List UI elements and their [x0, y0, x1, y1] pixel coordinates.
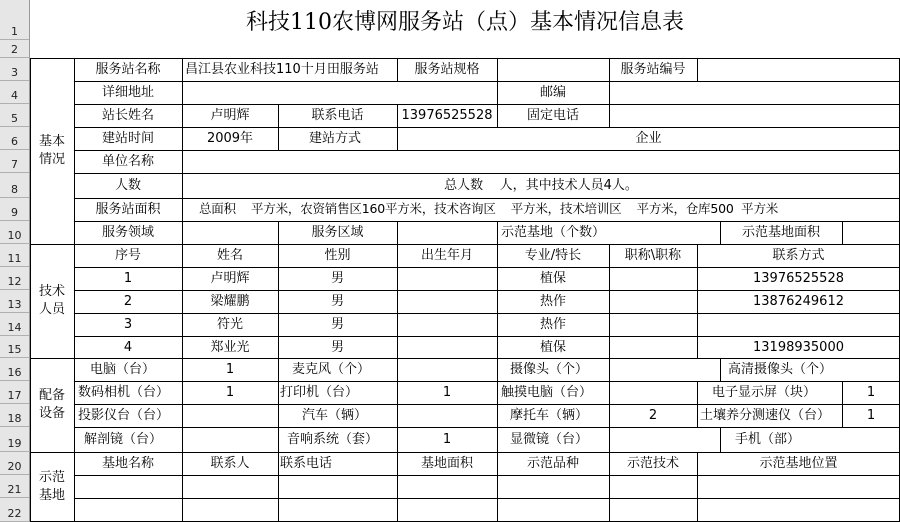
tech-header-contact: 联系方式	[772, 248, 825, 263]
tech-row-2-name[interactable]: 梁耀鹏	[210, 294, 250, 309]
station-number-label: 服务站编号	[620, 62, 686, 77]
grid-line-v	[720, 427, 721, 453]
postcode-label: 邮编	[539, 85, 566, 100]
tech-row-3-no: 3	[123, 317, 133, 332]
row-number[interactable]: 22	[0, 498, 29, 522]
grid-line-v	[397, 358, 398, 382]
head-name-label: 站长姓名	[101, 108, 154, 123]
tech-row-2-contact[interactable]: 13876249612	[753, 294, 844, 309]
grid-line-v	[278, 358, 279, 382]
grid-line-v	[397, 221, 398, 245]
landline-label: 固定电话	[526, 108, 579, 123]
demo-base-area-label: 示范基地面积	[741, 225, 820, 240]
tech-row-3-contact[interactable]	[697, 313, 900, 336]
row-number[interactable]: 16	[0, 358, 29, 381]
tech-row-1-gender[interactable]: 男	[330, 271, 344, 286]
row-number[interactable]: 11	[0, 244, 29, 267]
grid-line-v	[697, 58, 698, 82]
section-demo: 示范 基地	[38, 470, 65, 503]
row-number[interactable]: 21	[0, 475, 29, 498]
station-name-value[interactable]: 昌江县农业科技110十月田服务站	[185, 62, 379, 77]
digital-camera-value[interactable]: 1	[225, 385, 235, 400]
grid-line-h	[74, 498, 900, 499]
demo-header-phone: 联系电话	[280, 456, 333, 471]
demo-header-area: 基地面积	[420, 456, 473, 471]
grid-line-v	[609, 358, 610, 382]
display-screen-value[interactable]: 1	[866, 385, 876, 400]
grid-line-h	[74, 81, 900, 82]
station-name-label: 服务站名称	[95, 62, 161, 77]
car-label: 汽车（辆）	[302, 408, 368, 423]
camera-label: 摄像头（个）	[510, 362, 589, 377]
printer-value[interactable]: 1	[442, 385, 452, 400]
station-scale-label: 服务站规格	[414, 62, 480, 77]
tech-row-3-major[interactable]: 热作	[539, 317, 566, 332]
demo-header-variety: 示范品种	[526, 456, 579, 471]
tech-row-1-name[interactable]: 卢明辉	[210, 271, 250, 286]
tech-row-1-major[interactable]: 植保	[539, 271, 566, 286]
row-number[interactable]: 9	[0, 198, 29, 221]
tech-header-major: 专业/特长	[524, 248, 582, 263]
row-number[interactable]: 18	[0, 404, 29, 427]
grid-line-v	[182, 81, 183, 105]
tech-row-4-gender[interactable]: 男	[330, 339, 344, 355]
row-number[interactable]: 10	[0, 221, 29, 244]
area-label: 服务站面积	[95, 202, 161, 217]
tech-row-1-contact[interactable]: 13976525528	[753, 271, 844, 286]
grid-line-v	[278, 127, 279, 151]
grid-line-h	[74, 475, 900, 476]
row-number[interactable]: 14	[0, 313, 29, 336]
grid-line-v	[182, 58, 183, 82]
grid-line-v	[278, 381, 279, 428]
demo-header-contact-person: 联系人	[210, 456, 250, 471]
section-tech: 技术 人员	[38, 284, 65, 317]
display-screen-label: 电子显示屏（块）	[712, 385, 817, 400]
tech-row-4-contact[interactable]: 13198935000	[753, 339, 844, 355]
build-mode-value[interactable]: 企业	[635, 131, 662, 146]
area-value[interactable]: 总面积 平方米，农资销售区160平方米，技术咨询区 平方米，技术培训区 平方米，仓库500 平方米	[199, 201, 779, 217]
info-table	[30, 0, 900, 522]
row-number[interactable]: 20	[0, 452, 29, 475]
tech-row-2-gender[interactable]: 男	[330, 294, 344, 309]
soil-tester-label: 土壤养分测速仪（台）	[700, 408, 831, 423]
sheet-title: 科技110农博网服务站（点）基本情况信息表	[246, 9, 684, 35]
tech-header-birth: 出生年月	[420, 248, 473, 263]
demo-base-count-label: 示范基地（个数）	[500, 225, 605, 240]
row-number[interactable]: 1	[0, 0, 29, 40]
demo-header-tech: 示范技术	[626, 456, 679, 471]
tech-header-gender: 性别	[324, 248, 351, 263]
row-number[interactable]: 7	[0, 150, 29, 173]
grid-line-v	[697, 381, 698, 428]
grid-line-h	[74, 150, 900, 151]
mobile-phone-label: 手机（部）	[735, 432, 801, 447]
audio-system-label: 音响系统（套）	[287, 432, 379, 447]
tech-row-4-major[interactable]: 植保	[539, 339, 566, 355]
grid-line-v	[497, 381, 498, 428]
grid-line-v	[842, 221, 843, 245]
motorcycle-label: 摩托车（辆）	[510, 408, 589, 423]
tech-row-3-gender[interactable]: 男	[330, 317, 344, 332]
row-number[interactable]: 5	[0, 104, 29, 127]
microscope-label: 显微镜（台）	[510, 432, 589, 447]
digital-camera-label: 数码相机（台）	[78, 385, 170, 400]
grid-line-v	[278, 452, 279, 522]
grid-line-v	[609, 81, 610, 105]
row-number[interactable]: 8	[0, 173, 29, 198]
region-label: 服务区域	[311, 225, 364, 240]
field-label: 服务领域	[101, 225, 154, 240]
grid-line-v	[497, 58, 498, 82]
tech-row-4-no: 4	[123, 339, 133, 355]
tech-row-1-no: 1	[123, 271, 133, 286]
unit-name-label: 单位名称	[101, 154, 154, 169]
motorcycle-value[interactable]: 2	[648, 408, 658, 423]
dissecting-scope-label: 解剖镜（台）	[84, 432, 163, 447]
demo-header-base-name: 基地名称	[101, 456, 154, 471]
grid-line-v	[182, 198, 183, 222]
tech-row-2-no: 2	[123, 294, 133, 309]
audio-system-value[interactable]: 1	[442, 432, 452, 447]
touch-computer-label: 触摸电脑（台）	[501, 385, 593, 400]
tech-row-3-name[interactable]: 符光	[216, 317, 243, 332]
microphone-label: 麦克风（个）	[292, 362, 371, 377]
row-number[interactable]: 3	[0, 58, 29, 81]
grid-line-v	[497, 358, 498, 382]
computer-value[interactable]: 1	[225, 362, 235, 377]
row-number[interactable]: 12	[0, 267, 29, 290]
tech-header-no: 序号	[114, 248, 141, 263]
row-number[interactable]: 13	[0, 290, 29, 313]
build-time-label: 建站时间	[101, 131, 154, 146]
row-number[interactable]: 2	[0, 40, 29, 58]
section-basic: 基本 情况	[38, 134, 65, 167]
row-number[interactable]: 17	[0, 381, 29, 404]
grid-line-v	[720, 358, 721, 382]
grid-line-v	[182, 150, 183, 174]
people-label: 人数	[114, 178, 141, 193]
grid-line-v	[182, 221, 183, 245]
grid-line-v	[609, 427, 610, 453]
computer-label: 电脑（台）	[90, 362, 156, 377]
soil-tester-value[interactable]: 1	[866, 408, 876, 423]
printer-label: 打印机（台）	[280, 385, 359, 400]
grid-line-v	[497, 427, 498, 453]
build-time-value[interactable]: 2009年	[206, 131, 254, 146]
row-number[interactable]: 15	[0, 336, 29, 358]
row-number[interactable]: 4	[0, 81, 29, 104]
section-equipment: 配备 设备	[38, 388, 65, 421]
row-number[interactable]: 19	[0, 427, 29, 452]
phone-label: 联系电话	[311, 108, 364, 123]
head-name-value[interactable]: 卢明辉	[210, 108, 250, 123]
demo-header-location: 示范基地位置	[759, 456, 838, 471]
tech-row-4-name[interactable]: 郑业光	[210, 339, 250, 355]
tech-header-name: 姓名	[216, 248, 243, 263]
build-mode-label: 建站方式	[309, 131, 362, 146]
address-label: 详细地址	[101, 85, 154, 100]
tech-row-2-major[interactable]: 热作	[539, 294, 566, 309]
grid-line-v	[182, 427, 183, 453]
people-value[interactable]: 总人数 人，其中技术人员4人。	[444, 178, 638, 193]
tech-header-title: 职称\职称	[624, 248, 682, 263]
row-number[interactable]: 6	[0, 127, 29, 150]
grid-line-v	[609, 104, 610, 128]
hd-camera-label: 高清摄像头（个）	[728, 362, 833, 377]
phone-value[interactable]: 13976525528	[401, 108, 493, 123]
grid-line-v	[278, 427, 279, 453]
projector-label: 投影仪台（台）	[78, 408, 170, 423]
